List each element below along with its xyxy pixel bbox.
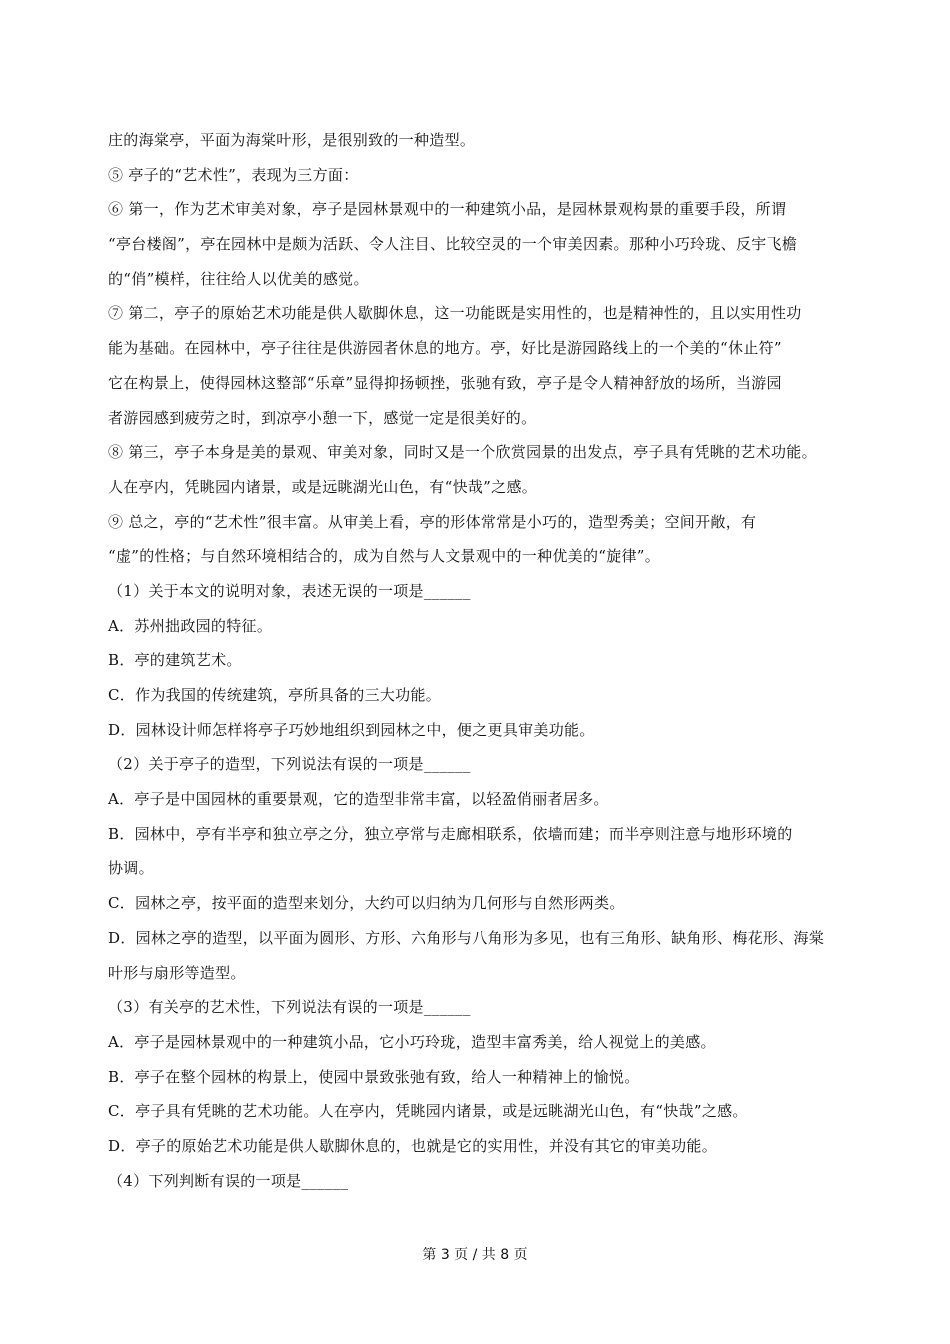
text-line: 能为基础。在园林中，亭子往往是供游园者休息的地方。亭，好比是游园路线上的一个美的“休止符” (108, 339, 782, 358)
text-line: “虚”的性格；与自然环境相结合的，成为自然与人文景观中的一种优美的“旋律”。 (108, 547, 661, 566)
option-c: C．园林之亭，按平面的造型来划分，大约可以归纳为几何形与自然形两类。 (108, 894, 625, 913)
option-c: C．作为我国的传统建筑，亭所具备的三大功能。 (108, 686, 442, 704)
text-line: ⑧ 第三，亭子本身是美的景观、审美对象，同时又是一个欣赏园景的出发点，亭子具有凭眺的艺术功能。 (108, 443, 817, 462)
text-line: “亭台楼阁”，亭在园林中是颇为活跃、令人注目、比较空灵的一个审美因素。那种小巧玲珑、反宇飞檐 (108, 235, 798, 254)
text-line: 者游园感到疲劳之时，到凉亭小憩一下，感觉一定是很美好的。 (108, 408, 537, 427)
text-line: ⑦ 第二，亭子的原始艺术功能是供人歇脚休息，这一功能既是实用性的，也是精神性的，且以实用性功 (108, 304, 802, 323)
option-b-continued: 协调。 (108, 859, 154, 878)
text-line: 庄的海棠亭，平面为海棠叶形，是很别致的一种造型。 (108, 131, 476, 149)
text-line: 它在构景上，使得园林这整部“乐章”显得抑扬顿挫，张驰有致，亭子是令人精神舒放的场所，当游园 (108, 373, 782, 392)
question-3: （3）有关亭的艺术性，下列说法有误的一项是______ (108, 998, 471, 1017)
option-b: B．园林中，亭有半亭和独立亭之分，独立亭常与走廊相联系，依墙而建；而半亭则注意与地形环境的 (108, 824, 793, 843)
text-line: ⑤ 亭子的“艺术性”，表现为三方面： (108, 165, 359, 184)
option-b: B．亭的建筑艺术。 (108, 651, 242, 670)
option-b: B．亭子在整个园林的构景上，使园中景致张弛有致，给人一种精神上的愉悦。 (108, 1067, 640, 1086)
question-1: （1）关于本文的说明对象，表述无误的一项是______ (108, 581, 471, 600)
option-c: C．亭子具有凭眺的艺术功能。人在亭内，凭眺园内诸景，或是远眺湖光山色，有“快哉”之感。 (108, 1102, 748, 1121)
option-d: D．亭子的原始艺术功能是供人歇脚休息的，也就是它的实用性，并没有其它的审美功能。 (108, 1136, 718, 1155)
page-footer: 第 3 页 / 共 8 页 (422, 1247, 528, 1263)
option-a: A．亭子是园林景观中的一种建筑小品，它小巧玲珑，造型丰富秀美，给人视觉上的美感。 (108, 1032, 716, 1051)
text-line: ⑨ 总之，亭的“艺术性”很丰富。从审美上看，亭的形体常常是小巧的，造型秀美；空间开敞，有 (108, 512, 757, 531)
option-d-continued: 叶形与扇形等造型。 (108, 963, 246, 982)
document-body (108, 123, 878, 1198)
text-line: 人在亭内，凭眺园内诸景，或是远眺湖光山色，有“快哉”之感。 (108, 477, 538, 496)
question-2: （2）关于亭子的造型，下列说法有误的一项是______ (108, 755, 471, 774)
option-a: A．亭子是中国园林的重要景观，它的造型非常丰富，以轻盈俏丽者居多。 (108, 790, 609, 809)
option-d: D．园林设计师怎样将亭子巧妙地组织到园林之中，便之更具审美功能。 (108, 720, 595, 739)
question-4: （4）下列判断有误的一项是______ (108, 1171, 349, 1190)
text-line: 的“俏”模样，往往给人以优美的感觉。 (108, 269, 369, 288)
option-d: D．园林之亭的造型，以平面为圆形、方形、六角形与八角形为多见，也有三角形、缺角形、梅花形、海棠 (108, 928, 825, 947)
option-a: A．苏州拙政园的特征。 (108, 616, 273, 635)
text-line: ⑥ 第一，作为艺术审美对象，亭子是园林景观中的一种建筑小品，是园林景观构景的重要手段，所谓 (108, 200, 787, 219)
